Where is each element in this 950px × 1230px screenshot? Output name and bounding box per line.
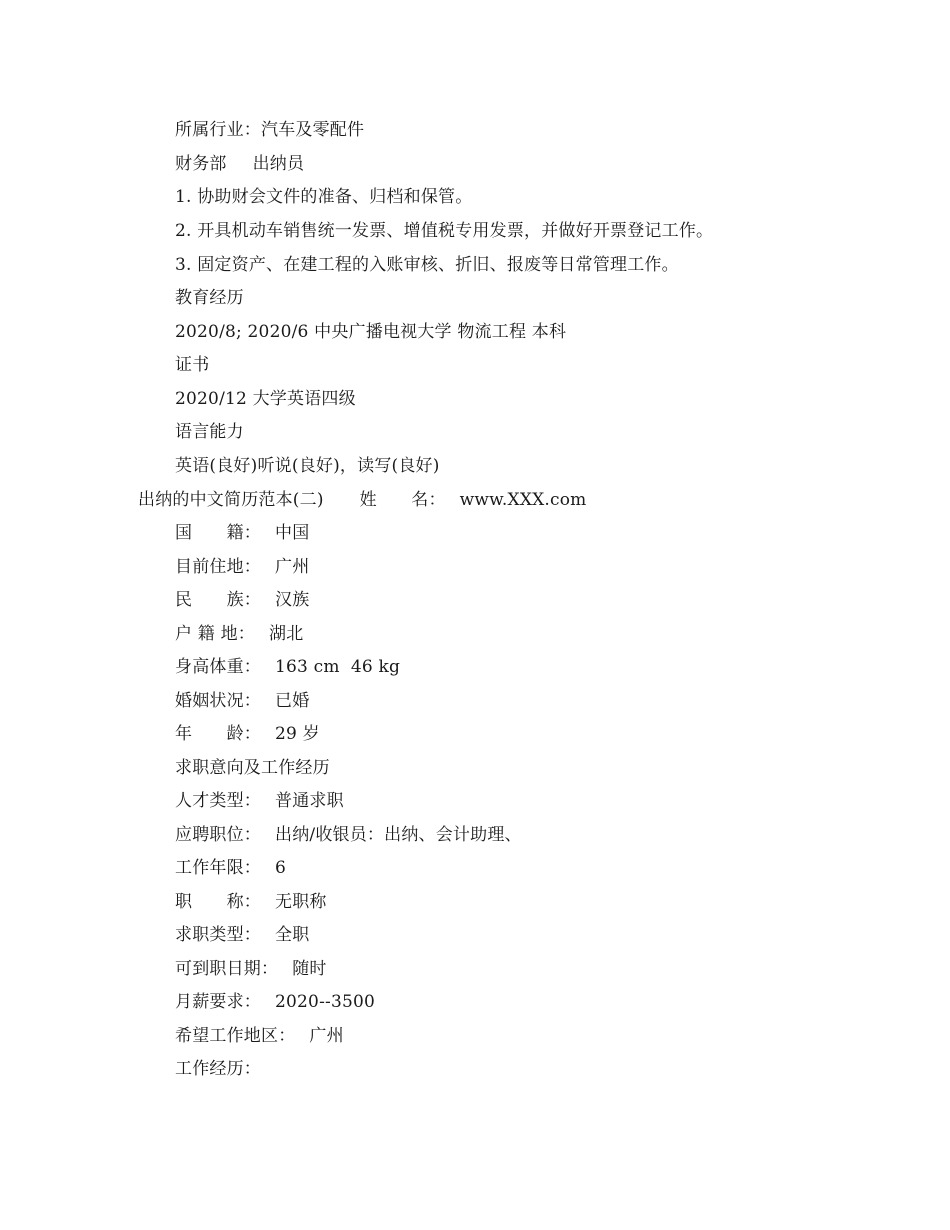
duty-item: 3. 固定资产、在建工程的入账审核、折旧、报废等日常管理工作。 — [175, 255, 679, 275]
intent-title — [175, 888, 327, 916]
field-value: 全职 — [275, 925, 310, 945]
language-entry: 英语(良好)听说(良好)，读写(良好) — [175, 456, 440, 476]
duty-item: 2. 开具机动车销售统一发票、增值税专用发票，并做好开票登记工作。 — [175, 221, 714, 241]
field-ethnicity — [175, 586, 309, 614]
experience-label: 工作经历： — [175, 1059, 261, 1079]
field-value: 随时 — [292, 959, 327, 979]
intent-job-type — [175, 921, 309, 949]
field-marital — [175, 687, 309, 715]
intent-talent-type — [175, 787, 344, 815]
field-label: 希望工作地区： — [175, 1026, 296, 1046]
resume2-title: 出纳的中文简历范本(二) — [138, 490, 324, 510]
field-value: 6 — [275, 858, 287, 878]
dept-text: 财务部 — [175, 154, 227, 174]
field-label: 职 称： — [175, 892, 261, 912]
field-age — [175, 720, 320, 748]
industry-line: 所属行业：汽车及零配件 — [175, 120, 365, 140]
intent-heading: 求职意向及工作经历 — [175, 758, 330, 778]
field-value: 汉族 — [275, 590, 310, 610]
intent-location — [175, 1022, 344, 1050]
language-heading: 语言能力 — [175, 422, 244, 442]
name-label: 姓 名： — [359, 490, 446, 510]
field-value: 已婚 — [275, 691, 310, 711]
name-value: www.XXX.com — [459, 490, 587, 510]
field-label: 求职类型： — [175, 925, 261, 945]
resume2-title-line — [138, 486, 587, 514]
field-value: 163 cm 46 kg — [275, 657, 401, 677]
field-label: 目前住地： — [175, 557, 261, 577]
field-label: 应聘职位： — [175, 825, 261, 845]
field-label: 身高体重： — [175, 657, 261, 677]
education-heading: 教育经历 — [175, 288, 244, 308]
field-label: 可到职日期： — [175, 959, 279, 979]
field-value: 广州 — [309, 1026, 344, 1046]
certificates-heading: 证书 — [175, 355, 210, 375]
duty-item: 1. 协助财会文件的准备、归档和保管。 — [175, 187, 473, 207]
intent-years — [175, 854, 286, 882]
field-value: 中国 — [275, 523, 310, 543]
field-value: 普通求职 — [275, 791, 344, 811]
field-value: 2020--3500 — [275, 992, 376, 1012]
intent-salary — [175, 988, 375, 1016]
field-label: 工作年限： — [175, 858, 261, 878]
field-residence — [175, 553, 309, 581]
field-label: 婚姻状况： — [175, 691, 261, 711]
intent-position — [175, 821, 522, 849]
field-value: 湖北 — [269, 624, 304, 644]
field-label: 月薪要求： — [175, 992, 261, 1012]
field-value: 无职称 — [275, 892, 327, 912]
field-label: 人才类型： — [175, 791, 261, 811]
field-height-weight — [175, 653, 400, 681]
field-label: 年 龄： — [175, 724, 261, 744]
position-text: 出纳员 — [252, 154, 305, 174]
certificate-entry: 2020/12 大学英语四级 — [175, 389, 356, 409]
field-label: 国 籍： — [175, 523, 261, 543]
field-label: 民 族： — [175, 590, 261, 610]
field-hukou — [175, 620, 303, 648]
field-value: 29 岁 — [275, 724, 320, 744]
field-value: 出纳/收银员：出纳、会计助理、 — [275, 825, 522, 845]
field-nationality — [175, 519, 309, 547]
field-label: 户 籍 地： — [175, 624, 256, 644]
dept-position-line — [175, 150, 304, 178]
field-value: 广州 — [275, 557, 310, 577]
intent-start-date — [175, 955, 327, 983]
education-entry: 2020/8; 2020/6 中央广播电视大学 物流工程 本科 — [175, 322, 567, 342]
